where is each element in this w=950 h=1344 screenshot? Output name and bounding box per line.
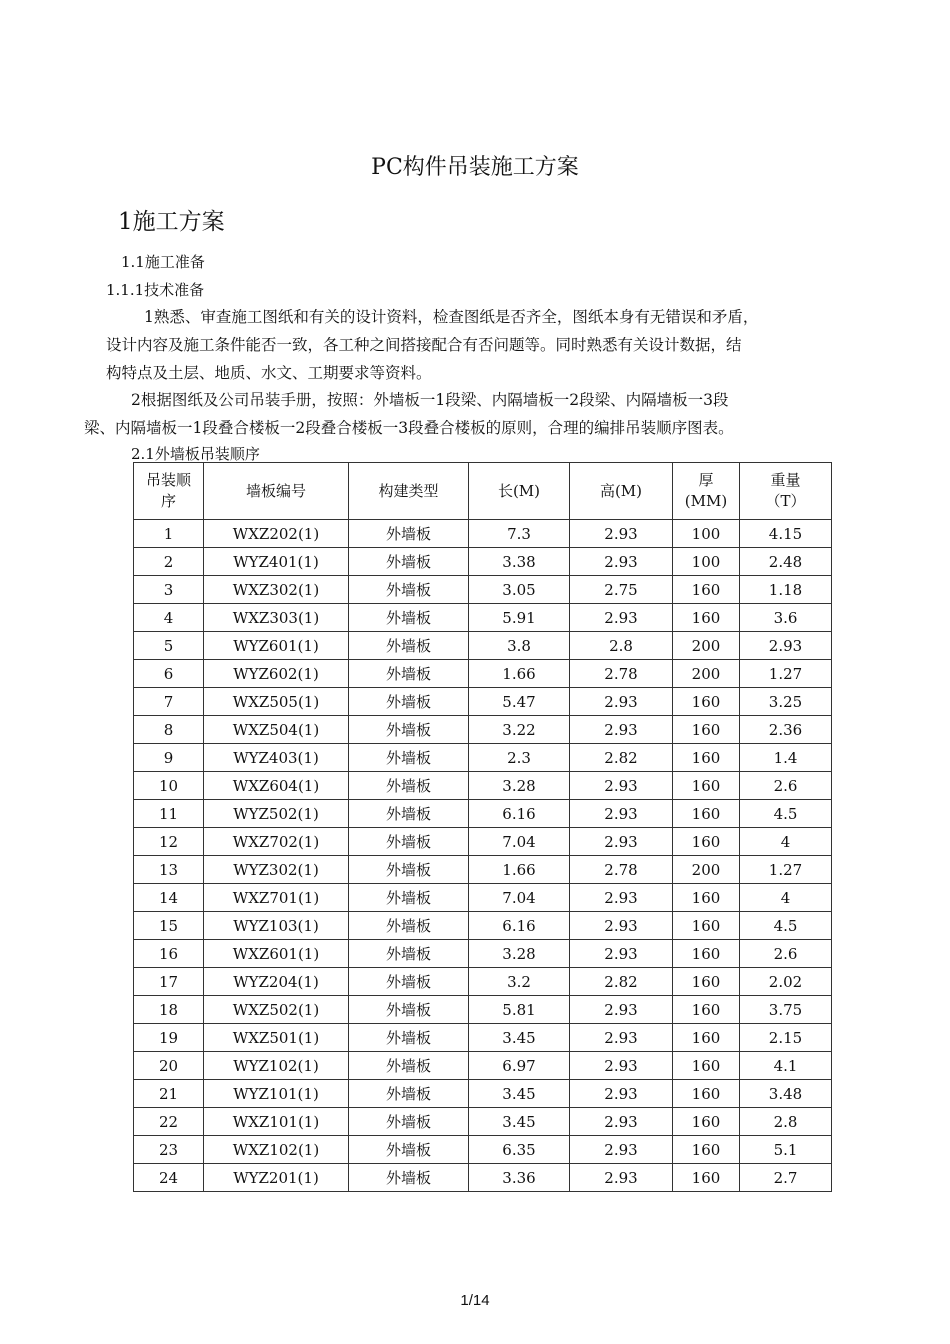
cell-height: 2.93	[570, 688, 673, 716]
cell-type: 外墙板	[349, 1164, 469, 1192]
cell-type: 外墙板	[349, 548, 469, 576]
table-row	[134, 912, 832, 940]
header-height	[570, 463, 673, 520]
cell-type: 外墙板	[349, 660, 469, 688]
cell-height: 2.78	[570, 856, 673, 884]
cell-order: 7	[134, 688, 204, 716]
cell-weight: 2.93	[740, 632, 832, 660]
header-thickness	[673, 463, 740, 520]
cell-type: 外墙板	[349, 1108, 469, 1136]
cell-panel-id: WXZ504(1)	[204, 716, 349, 744]
cell-thickness: 160	[673, 1080, 740, 1108]
cell-type: 外墙板	[349, 996, 469, 1024]
table-row	[134, 1080, 832, 1108]
table-row	[134, 1052, 832, 1080]
cell-type: 外墙板	[349, 744, 469, 772]
cell-weight: 4	[740, 828, 832, 856]
cell-type: 外墙板	[349, 520, 469, 548]
cell-weight: 4.5	[740, 912, 832, 940]
cell-order: 23	[134, 1136, 204, 1164]
header-type	[349, 463, 469, 520]
cell-height: 2.93	[570, 716, 673, 744]
cell-panel-id: WYZ204(1)	[204, 968, 349, 996]
cell-thickness: 160	[673, 996, 740, 1024]
cell-weight: 2.6	[740, 772, 832, 800]
cell-length: 3.45	[469, 1108, 570, 1136]
header-label: (MM)	[684, 492, 728, 510]
cell-weight: 5.1	[740, 1136, 832, 1164]
cell-order: 2	[134, 548, 204, 576]
table-row	[134, 772, 832, 800]
cell-panel-id: WYZ201(1)	[204, 1164, 349, 1192]
cell-order: 24	[134, 1164, 204, 1192]
cell-thickness: 160	[673, 772, 740, 800]
cell-height: 2.93	[570, 912, 673, 940]
cell-thickness: 160	[673, 912, 740, 940]
paragraph-line: 梁、内隔墙板一1段叠合楼板一2段叠合楼板一3段叠合楼板的原则，合理的编排吊装顺序图表。	[84, 419, 734, 437]
cell-weight: 4.15	[740, 520, 832, 548]
table-row	[134, 856, 832, 884]
cell-thickness: 200	[673, 660, 740, 688]
cell-panel-id: WXZ102(1)	[204, 1136, 349, 1164]
cell-height: 2.93	[570, 604, 673, 632]
cell-length: 6.16	[469, 800, 570, 828]
cell-length: 3.38	[469, 548, 570, 576]
cell-thickness: 160	[673, 604, 740, 632]
cell-order: 20	[134, 1052, 204, 1080]
paragraph-line: 构特点及土层、地质、水文、工期要求等资料。	[106, 364, 432, 382]
cell-order: 9	[134, 744, 204, 772]
cell-height: 2.93	[570, 548, 673, 576]
cell-order: 18	[134, 996, 204, 1024]
cell-panel-id: WXZ701(1)	[204, 884, 349, 912]
paragraph-line: 2根据图纸及公司吊装手册，按照：外墙板一1段梁、内隔墙板一2段梁、内隔墙板一3段	[131, 391, 729, 409]
header-label: 长(M)	[497, 481, 541, 500]
cell-length: 1.66	[469, 856, 570, 884]
cell-length: 3.8	[469, 632, 570, 660]
cell-thickness: 160	[673, 1024, 740, 1052]
cell-thickness: 100	[673, 520, 740, 548]
header-length	[469, 463, 570, 520]
cell-weight: 1.18	[740, 576, 832, 604]
paragraph-1	[106, 303, 856, 387]
cell-type: 外墙板	[349, 940, 469, 968]
cell-panel-id: WXZ202(1)	[204, 520, 349, 548]
cell-order: 4	[134, 604, 204, 632]
section-heading-1-1-1: 1.1.1技术准备	[106, 281, 205, 299]
table-row	[134, 1164, 832, 1192]
cell-order: 15	[134, 912, 204, 940]
table-row	[134, 1108, 832, 1136]
cell-thickness: 160	[673, 716, 740, 744]
cell-panel-id: WYZ102(1)	[204, 1052, 349, 1080]
hoisting-order-table	[133, 462, 832, 1192]
cell-thickness: 160	[673, 744, 740, 772]
header-label: 构建类型	[378, 481, 439, 500]
cell-length: 6.16	[469, 912, 570, 940]
header-label: 吊装顺	[145, 471, 191, 489]
page-number: 1/14	[460, 1292, 490, 1309]
table-body	[134, 520, 832, 1192]
cell-thickness: 160	[673, 1136, 740, 1164]
header-label: 序	[160, 492, 176, 510]
table-row	[134, 716, 832, 744]
cell-order: 6	[134, 660, 204, 688]
cell-panel-id: WXZ101(1)	[204, 1108, 349, 1136]
cell-thickness: 160	[673, 828, 740, 856]
header-weight	[740, 463, 832, 520]
cell-order: 17	[134, 968, 204, 996]
cell-order: 14	[134, 884, 204, 912]
cell-type: 外墙板	[349, 688, 469, 716]
cell-order: 19	[134, 1024, 204, 1052]
cell-type: 外墙板	[349, 912, 469, 940]
cell-panel-id: WYZ401(1)	[204, 548, 349, 576]
cell-weight: 1.4	[740, 744, 832, 772]
cell-panel-id: WYZ502(1)	[204, 800, 349, 828]
cell-length: 3.45	[469, 1024, 570, 1052]
cell-type: 外墙板	[349, 828, 469, 856]
table-row	[134, 632, 832, 660]
section-heading-1: 1施工方案	[118, 209, 225, 235]
cell-order: 3	[134, 576, 204, 604]
cell-weight: 3.48	[740, 1080, 832, 1108]
cell-weight: 3.75	[740, 996, 832, 1024]
cell-height: 2.8	[570, 632, 673, 660]
cell-height: 2.78	[570, 660, 673, 688]
cell-type: 外墙板	[349, 1136, 469, 1164]
cell-order: 22	[134, 1108, 204, 1136]
table-row	[134, 884, 832, 912]
cell-length: 7.04	[469, 884, 570, 912]
cell-thickness: 160	[673, 1164, 740, 1192]
cell-type: 外墙板	[349, 632, 469, 660]
cell-order: 16	[134, 940, 204, 968]
cell-thickness: 200	[673, 632, 740, 660]
cell-panel-id: WXZ601(1)	[204, 940, 349, 968]
cell-length: 5.47	[469, 688, 570, 716]
cell-type: 外墙板	[349, 1052, 469, 1080]
cell-height: 2.93	[570, 828, 673, 856]
cell-type: 外墙板	[349, 968, 469, 996]
cell-panel-id: WYZ101(1)	[204, 1080, 349, 1108]
cell-type: 外墙板	[349, 856, 469, 884]
table-row	[134, 828, 832, 856]
cell-type: 外墙板	[349, 1080, 469, 1108]
cell-panel-id: WXZ505(1)	[204, 688, 349, 716]
table-row	[134, 548, 832, 576]
table-row	[134, 604, 832, 632]
cell-panel-id: WYZ602(1)	[204, 660, 349, 688]
cell-order: 12	[134, 828, 204, 856]
cell-height: 2.93	[570, 940, 673, 968]
cell-weight: 2.7	[740, 1164, 832, 1192]
cell-thickness: 160	[673, 968, 740, 996]
table-header-row	[134, 463, 832, 520]
cell-thickness: 160	[673, 1052, 740, 1080]
cell-weight: 2.8	[740, 1108, 832, 1136]
cell-length: 3.36	[469, 1164, 570, 1192]
cell-height: 2.93	[570, 772, 673, 800]
cell-height: 2.93	[570, 520, 673, 548]
cell-height: 2.93	[570, 1108, 673, 1136]
cell-thickness: 160	[673, 576, 740, 604]
table-row	[134, 940, 832, 968]
table-row	[134, 660, 832, 688]
document-title: PC构件吊装施工方案	[371, 155, 579, 180]
cell-height: 2.82	[570, 744, 673, 772]
cell-panel-id: WXZ303(1)	[204, 604, 349, 632]
cell-weight: 2.48	[740, 548, 832, 576]
cell-panel-id: WYZ302(1)	[204, 856, 349, 884]
header-order	[134, 463, 204, 520]
cell-thickness: 160	[673, 800, 740, 828]
table-row	[134, 576, 832, 604]
cell-thickness: 100	[673, 548, 740, 576]
cell-weight: 4.1	[740, 1052, 832, 1080]
cell-type: 外墙板	[349, 716, 469, 744]
cell-type: 外墙板	[349, 1024, 469, 1052]
cell-order: 11	[134, 800, 204, 828]
cell-weight: 4	[740, 884, 832, 912]
cell-length: 5.81	[469, 996, 570, 1024]
cell-type: 外墙板	[349, 604, 469, 632]
table-row	[134, 968, 832, 996]
paragraph-line: 1熟悉、审查施工图纸和有关的设计资料，检查图纸是否齐全，图纸本身有无错误和矛盾，	[144, 308, 759, 326]
cell-panel-id: WYZ403(1)	[204, 744, 349, 772]
section-heading-1-1: 1.1施工准备	[121, 253, 205, 271]
cell-height: 2.93	[570, 1136, 673, 1164]
table-row	[134, 996, 832, 1024]
cell-weight: 2.6	[740, 940, 832, 968]
header-panel-id	[204, 463, 349, 520]
cell-panel-id: WXZ502(1)	[204, 996, 349, 1024]
cell-thickness: 200	[673, 856, 740, 884]
table-row	[134, 688, 832, 716]
cell-weight: 3.25	[740, 688, 832, 716]
cell-panel-id: WXZ302(1)	[204, 576, 349, 604]
cell-length: 2.3	[469, 744, 570, 772]
cell-weight: 2.02	[740, 968, 832, 996]
cell-length: 7.3	[469, 520, 570, 548]
cell-length: 1.66	[469, 660, 570, 688]
cell-length: 3.28	[469, 940, 570, 968]
cell-type: 外墙板	[349, 772, 469, 800]
cell-length: 7.04	[469, 828, 570, 856]
table-caption: 2.1外墙板吊装顺序	[131, 445, 260, 463]
cell-weight: 2.36	[740, 716, 832, 744]
cell-height: 2.75	[570, 576, 673, 604]
cell-length: 3.28	[469, 772, 570, 800]
cell-thickness: 160	[673, 940, 740, 968]
cell-thickness: 160	[673, 884, 740, 912]
cell-weight: 4.5	[740, 800, 832, 828]
cell-type: 外墙板	[349, 576, 469, 604]
cell-height: 2.93	[570, 800, 673, 828]
cell-type: 外墙板	[349, 884, 469, 912]
cell-length: 3.45	[469, 1080, 570, 1108]
cell-order: 8	[134, 716, 204, 744]
cell-length: 6.35	[469, 1136, 570, 1164]
cell-height: 2.93	[570, 1080, 673, 1108]
table-row	[134, 1024, 832, 1052]
cell-order: 5	[134, 632, 204, 660]
cell-length: 5.91	[469, 604, 570, 632]
cell-panel-id: WYZ601(1)	[204, 632, 349, 660]
paragraph-2	[84, 386, 884, 442]
cell-height: 2.93	[570, 1024, 673, 1052]
header-label: 墙板编号	[245, 481, 306, 500]
cell-weight: 2.15	[740, 1024, 832, 1052]
table-row	[134, 1136, 832, 1164]
cell-panel-id: WYZ103(1)	[204, 912, 349, 940]
cell-height: 2.93	[570, 996, 673, 1024]
cell-thickness: 160	[673, 1108, 740, 1136]
cell-height: 2.93	[570, 1164, 673, 1192]
cell-order: 10	[134, 772, 204, 800]
cell-length: 3.05	[469, 576, 570, 604]
cell-height: 2.93	[570, 884, 673, 912]
table-row	[134, 520, 832, 548]
cell-panel-id: WXZ702(1)	[204, 828, 349, 856]
cell-order: 21	[134, 1080, 204, 1108]
header-label: （T）	[765, 492, 806, 510]
cell-panel-id: WXZ604(1)	[204, 772, 349, 800]
cell-length: 3.22	[469, 716, 570, 744]
cell-weight: 3.6	[740, 604, 832, 632]
cell-order: 1	[134, 520, 204, 548]
header-label: 厚	[698, 471, 714, 489]
cell-weight: 1.27	[740, 856, 832, 884]
cell-order: 13	[134, 856, 204, 884]
cell-panel-id: WXZ501(1)	[204, 1024, 349, 1052]
header-label: 高(M)	[599, 481, 643, 500]
cell-length: 3.2	[469, 968, 570, 996]
paragraph-line: 设计内容及施工条件能否一致，各工种之间搭接配合有否问题等。同时熟悉有关设计数据，结	[106, 336, 742, 354]
table-row	[134, 744, 832, 772]
cell-height: 2.82	[570, 968, 673, 996]
cell-thickness: 160	[673, 688, 740, 716]
cell-length: 6.97	[469, 1052, 570, 1080]
table-row	[134, 800, 832, 828]
header-label: 重量	[770, 471, 801, 489]
cell-type: 外墙板	[349, 800, 469, 828]
cell-weight: 1.27	[740, 660, 832, 688]
cell-height: 2.93	[570, 1052, 673, 1080]
